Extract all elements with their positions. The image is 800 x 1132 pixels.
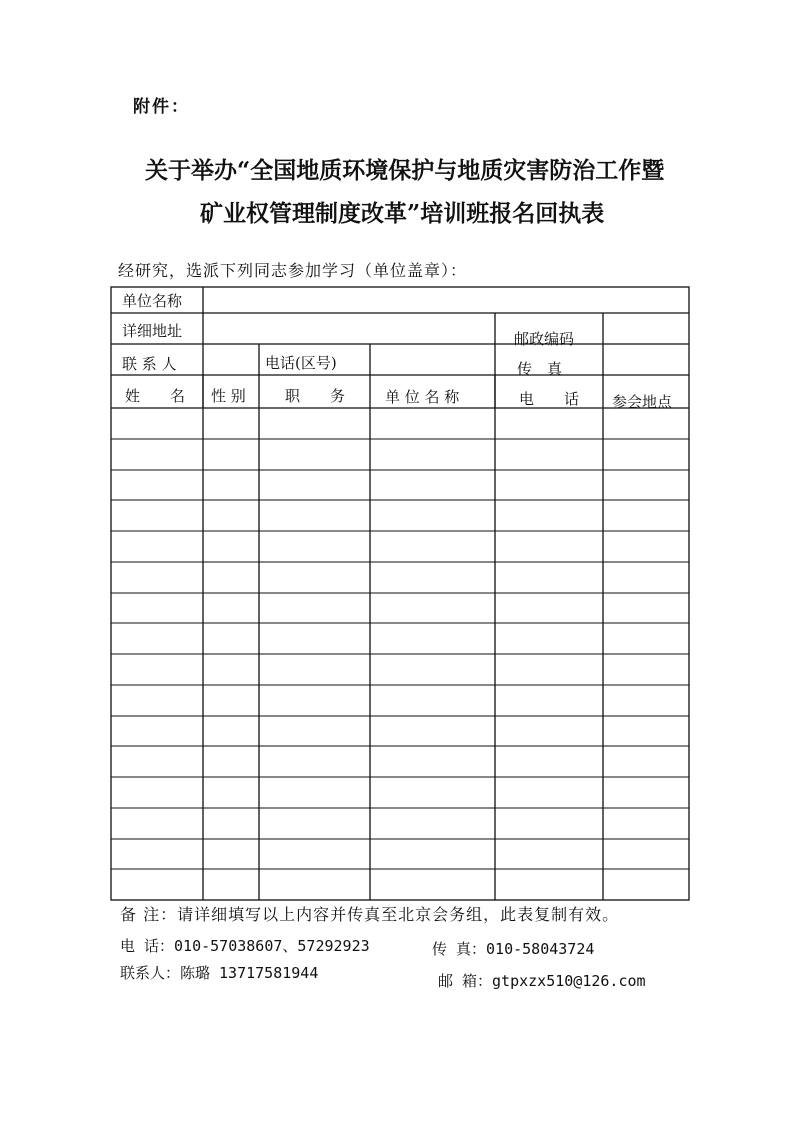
col-header-name: 姓 名: [125, 387, 186, 405]
col-header-phone: 电 话: [519, 390, 580, 408]
form-title-line-1: 关于举办“全国地质环境保护与地质灾害防治工作暨: [145, 157, 665, 184]
phone-note: 电 话：010-57038607、57292923: [120, 937, 370, 955]
unit-name-label: 单位名称: [122, 292, 183, 310]
col-header-unit: 单 位 名 称: [385, 388, 460, 406]
col-header-gender: 性 别: [211, 387, 246, 405]
table-body-rows: [111, 439, 689, 869]
email-note: 邮 箱：gtpxzx510@126.com: [438, 972, 646, 990]
address-label: 详细地址: [122, 322, 183, 340]
col-header-position: 职 务: [285, 387, 346, 405]
postcode-label: 邮政编码: [514, 330, 575, 348]
contact-person-label: 联 系 人: [122, 355, 177, 373]
intro-text: 经研究，选派下列同志参加学习（单位盖章）：: [118, 261, 468, 280]
contact-note: 联系人：陈璐 13717581944: [120, 964, 319, 982]
form-title-line-2: 矿业权管理制度改革”培训班报名回执表: [200, 200, 605, 227]
remark-note: 备 注：请详细填写以上内容并传真至北京会务组，此表复制有效。: [120, 905, 620, 924]
phone-areacode-label: 电话(区号): [265, 354, 337, 372]
col-header-venue: 参会地点: [612, 393, 673, 411]
fax-note: 传 真：010-58043724: [432, 940, 595, 958]
fax-label: 传 真: [517, 360, 563, 378]
attachment-label: 附件：: [133, 97, 190, 117]
